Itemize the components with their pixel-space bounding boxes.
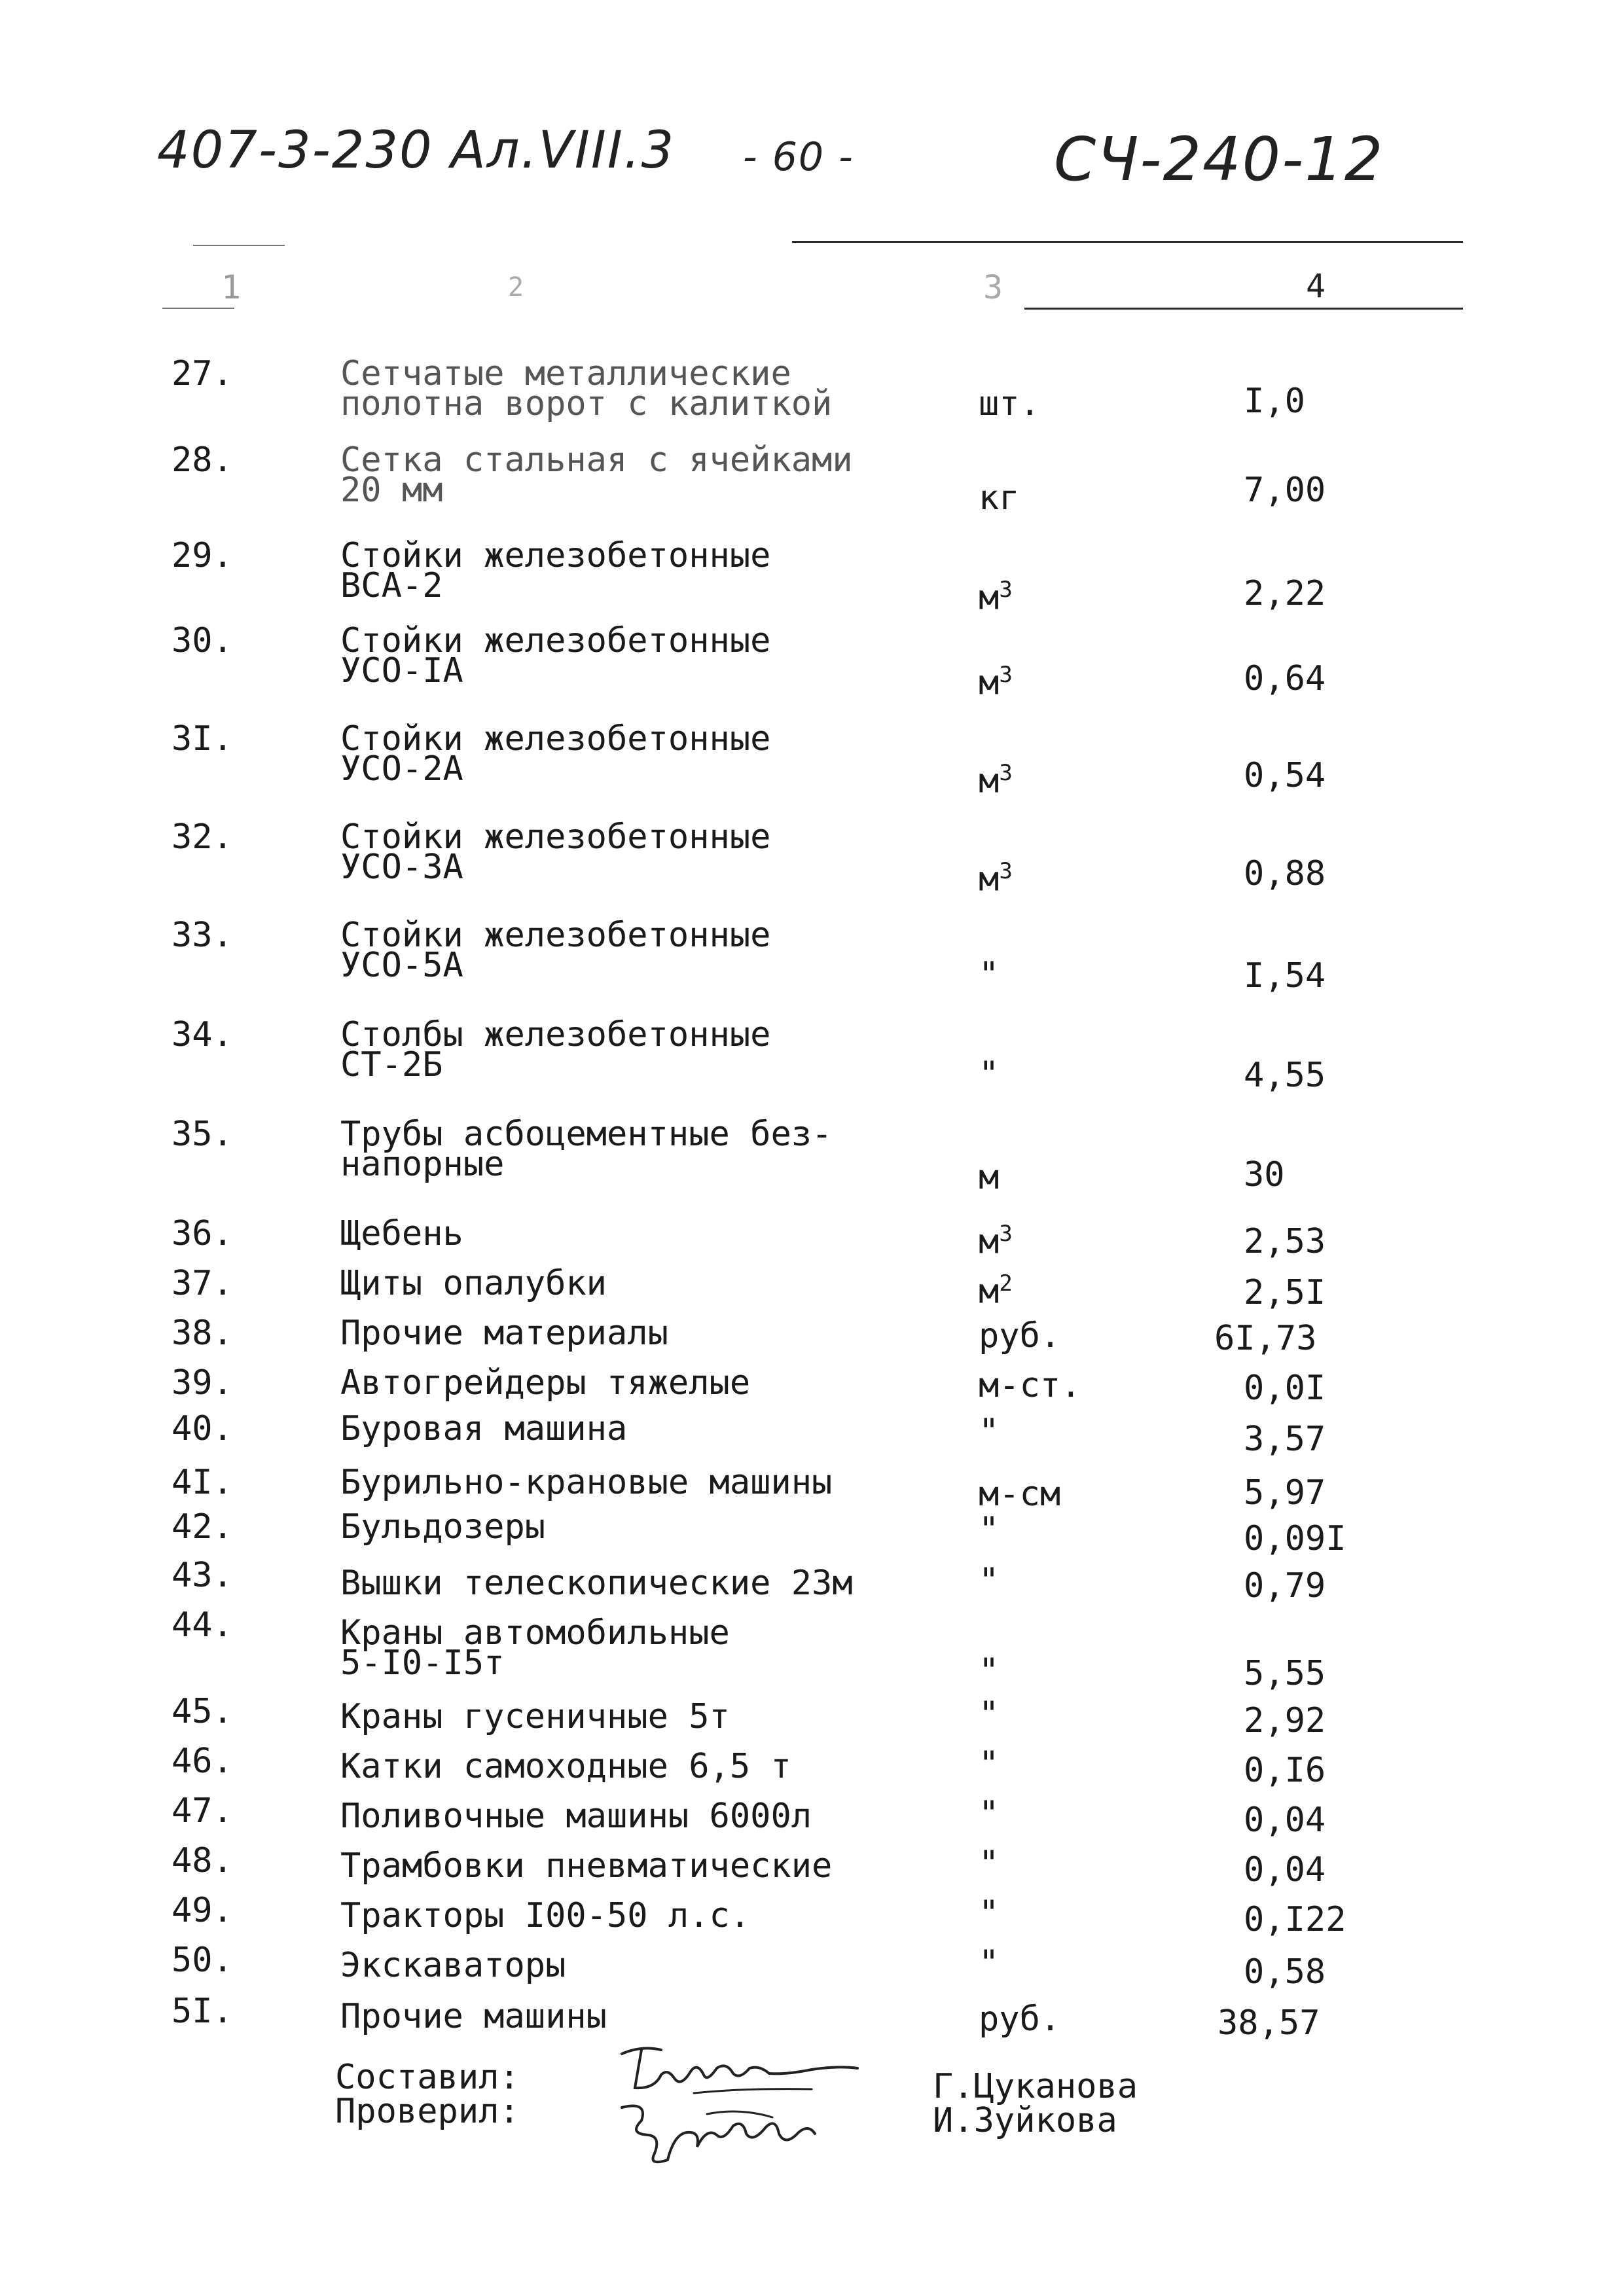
row-unit: " <box>979 1744 1000 1784</box>
row-name: Буровая машина <box>340 1409 628 1448</box>
sheet-code: СЧ-240-12 <box>1054 124 1384 194</box>
row-qty: 0,09I <box>1244 1519 1346 1558</box>
row-number: 50. <box>171 1941 233 1980</box>
row-unit: $м^3$ <box>979 662 1013 703</box>
row-unit: $м^3$ <box>979 577 1013 618</box>
row-number: 30. <box>171 621 233 660</box>
row-number: 34. <box>171 1015 233 1054</box>
row-number: 35. <box>171 1115 233 1154</box>
row-name: Экскаваторы <box>340 1946 566 1985</box>
row-unit: " <box>979 1844 1000 1883</box>
row-number: 36. <box>171 1214 233 1253</box>
row-number: 40. <box>171 1409 233 1448</box>
row-qty: 0,64 <box>1244 659 1326 698</box>
row-unit: " <box>979 1651 1000 1691</box>
row-name: Сетка стальная с ячейками 20 мм <box>340 440 853 510</box>
row-name: Столбы железобетонные СТ-2Б <box>340 1015 771 1085</box>
row-name: Трубы асбоцементные без- напорные <box>340 1115 833 1184</box>
page-number: - 60 - <box>743 134 854 180</box>
row-number: 3I. <box>171 719 233 759</box>
compiled-label: Составил: <box>335 2058 520 2097</box>
row-qty: 7,00 <box>1244 471 1326 510</box>
row-unit: " <box>979 1893 1000 1933</box>
row-name: Краны гусеничные 5т <box>340 1697 730 1736</box>
row-qty: 4,55 <box>1244 1056 1326 1095</box>
row-number: 29. <box>171 536 233 575</box>
row-unit: $м^3$ <box>979 858 1013 899</box>
row-qty: 38,57 <box>1218 2003 1320 2043</box>
row-qty: I,0 <box>1244 382 1305 421</box>
row-number: 47. <box>171 1791 233 1831</box>
row-name: Бурильно-крановые машины <box>340 1463 833 1502</box>
row-unit: шт. <box>979 384 1040 423</box>
row-number: 33. <box>171 916 233 955</box>
row-qty: 2,92 <box>1244 1701 1326 1740</box>
row-number: 48. <box>171 1841 233 1880</box>
row-qty: 0,58 <box>1244 1952 1326 1992</box>
column-number-4: 4 <box>1306 267 1326 305</box>
row-name: Прочие материалы <box>340 1314 668 1353</box>
row-unit: $м^2$ <box>979 1270 1013 1312</box>
column-number-3: 3 <box>983 268 1003 306</box>
row-qty: 0,I6 <box>1244 1751 1326 1790</box>
row-name: Автогрейдеры тяжелые <box>340 1363 751 1403</box>
row-qty: 0,I22 <box>1244 1900 1346 1939</box>
row-number: 27. <box>171 354 233 393</box>
row-number: 44. <box>171 1605 233 1645</box>
row-number: 32. <box>171 817 233 857</box>
row-unit: " <box>979 1943 1000 1982</box>
row-qty: 0,79 <box>1244 1566 1326 1605</box>
row-number: 37. <box>171 1264 233 1303</box>
row-unit: руб. <box>979 1316 1061 1355</box>
row-qty: 6I,73 <box>1214 1319 1317 1358</box>
row-number: 39. <box>171 1363 233 1403</box>
row-unit: $м^3$ <box>979 760 1013 801</box>
row-qty: I,54 <box>1244 956 1326 996</box>
row-name: Катки самоходные 6,5 т <box>340 1747 791 1786</box>
table-bottom-rule <box>1024 308 1463 310</box>
row-unit: кг <box>979 478 1020 518</box>
row-qty: 2,5I <box>1244 1273 1326 1312</box>
row-number: 42. <box>171 1507 233 1547</box>
row-number: 5I. <box>171 1992 233 2031</box>
signature-checked-icon <box>609 2094 831 2173</box>
row-unit: " <box>979 955 1000 994</box>
row-name: Тракторы I00-50 л.с. <box>340 1896 751 1935</box>
row-qty: 5,97 <box>1244 1473 1326 1513</box>
row-qty: 0,04 <box>1244 1850 1326 1890</box>
table-top-rule-left <box>193 245 285 246</box>
row-name: Стойки железобетонные УСО-3А <box>340 817 771 887</box>
compiled-name: Г.Цуканова <box>933 2067 1138 2106</box>
row-unit: м-см <box>979 1475 1061 1514</box>
row-unit: " <box>979 1412 1000 1451</box>
doc-code: 407-3-230 Ал.VIII.3 <box>157 121 676 180</box>
row-name: Краны автомобильные 5-I0-I5т <box>340 1613 730 1683</box>
row-qty: 0,0I <box>1244 1369 1326 1408</box>
row-number: 4I. <box>171 1463 233 1502</box>
row-number: 38. <box>171 1314 233 1353</box>
row-name: Бульдозеры <box>340 1507 546 1547</box>
row-number: 28. <box>171 440 233 480</box>
row-qty: 0,88 <box>1244 854 1326 893</box>
row-name: Стойки железобетонные УСО-5А <box>340 916 771 985</box>
row-name: Поливочные машины 6000л <box>340 1797 812 1836</box>
row-name: Щебень <box>340 1214 463 1253</box>
row-qty: 2,22 <box>1244 574 1326 613</box>
row-unit: " <box>979 1695 1000 1734</box>
row-number: 49. <box>171 1891 233 1930</box>
row-qty: 0,54 <box>1244 756 1326 795</box>
row-unit: руб. <box>979 2000 1061 2039</box>
row-unit: " <box>979 1054 1000 1094</box>
row-name: Стойки железобетонные ВСА-2 <box>340 536 771 605</box>
row-name: Стойки железобетонные УСО-2А <box>340 719 771 789</box>
row-name: Щиты опалубки <box>340 1264 607 1303</box>
row-qty: 0,04 <box>1244 1801 1326 1840</box>
column-number-2: 2 <box>508 272 524 302</box>
table-top-rule <box>792 241 1463 243</box>
row-number: 46. <box>171 1742 233 1781</box>
row-name: Трамбовки пневматические <box>340 1846 833 1886</box>
row-name: Прочие машины <box>340 1997 607 2036</box>
table-bottom-rule-left <box>162 308 234 309</box>
row-name: Вышки телескопические 23м <box>340 1564 853 1603</box>
row-unit: $м^3$ <box>979 1221 1013 1262</box>
row-unit: " <box>979 1561 1000 1600</box>
checked-name: И.Зуйкова <box>933 2101 1117 2140</box>
checked-label: Проверил: <box>335 2092 520 2131</box>
row-number: 43. <box>171 1556 233 1595</box>
row-qty: 5,55 <box>1244 1654 1326 1693</box>
row-qty: 3,57 <box>1244 1420 1326 1459</box>
column-number-1: 1 <box>221 268 242 306</box>
row-unit: " <box>979 1794 1000 1833</box>
row-unit: м-ст. <box>979 1366 1081 1405</box>
row-unit: " <box>979 1510 1000 1549</box>
row-qty: 2,53 <box>1244 1222 1326 1261</box>
row-name: Стойки железобетонные УСО-IA <box>340 621 771 691</box>
signature-compiled-icon <box>615 2042 864 2101</box>
row-unit: м <box>979 1158 1000 1197</box>
row-number: 45. <box>171 1692 233 1731</box>
row-name: Сетчатые металлические полотна ворот с калиткой <box>340 354 833 423</box>
row-qty: 30 <box>1244 1155 1285 1194</box>
